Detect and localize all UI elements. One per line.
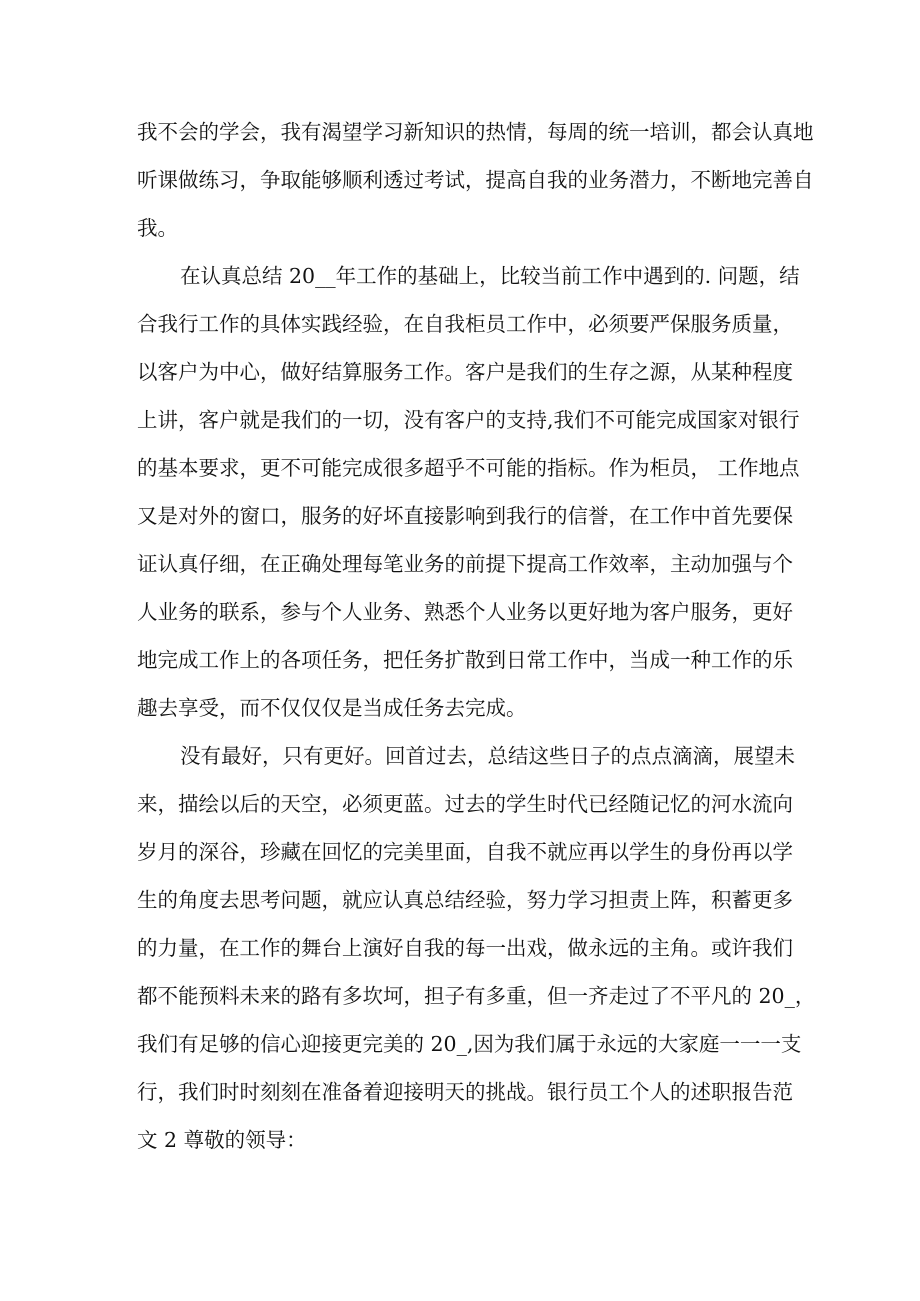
paragraph-3-line-9: 文 2 尊敬的领导： <box>137 1128 307 1152</box>
paragraph-3-line-7: 我们有足够的信心迎接更完美的 20_,因为我们属于永远的大家庭一一一支 <box>137 1032 802 1056</box>
paragraph-1-line-2: 听课做练习，争取能够顺利透过考试，提高自我的业务潜力，不断地完善自 <box>137 168 814 192</box>
paragraph-1-line-1: 我不会的学会，我有渴望学习新知识的热情，每周的统一培训，都会认真地 <box>137 120 814 144</box>
paragraph-2-line-5: 的基本要求，更不可能完成很多超乎不可能的指标。作为柜员， 工作地点 <box>137 456 800 480</box>
paragraph-3-line-2: 来，描绘以后的天空，必须更蓝。过去的学生时代已经随记忆的河水流向 <box>137 792 793 816</box>
paragraph-2-line-3: 以客户为中心，做好结算服务工作。客户是我们的生存之源，从某种程度 <box>137 360 793 384</box>
paragraph-3-line-1: 没有最好，只有更好。回首过去，总结这些日子的点点滴滴，展望未 <box>180 744 795 768</box>
paragraph-2-line-10: 趣去享受，而不仅仅仅是当成任务去完成。 <box>137 696 527 720</box>
paragraph-3-line-8: 行，我们时时刻刻在准备着迎接明天的挑战。银行员工个人的述职报告范 <box>137 1080 793 1104</box>
paragraph-2-line-6: 又是对外的窗口，服务的好坏直接影响到我行的信誉，在工作中首先要保 <box>137 504 793 528</box>
paragraph-2-line-1: 在认真总结 20__年工作的基础上，比较当前工作中遇到的. 问题，结 <box>180 264 800 288</box>
paragraph-2-line-4: 上讲，客户就是我们的一切，没有客户的支持,我们不可能完成国家对银行 <box>137 408 800 432</box>
paragraph-1-line-3: 我。 <box>137 216 178 240</box>
paragraph-2-line-2: 合我行工作的具体实践经验，在自我柜员工作中，必须要严保服务质量， <box>137 312 793 336</box>
paragraph-2-line-7: 证认真仔细，在正确处理每笔业务的前提下提高工作效率，主动加强与个 <box>137 552 793 576</box>
paragraph-3-line-6: 都不能预料未来的路有多坎坷，担子有多重，但一齐走过了不平凡的 20_， <box>137 984 816 1008</box>
document-body <box>137 108 816 1164</box>
paragraph-3-line-5: 的力量，在工作的舞台上演好自我的每一出戏，做永远的主角。或许我们 <box>137 936 793 960</box>
paragraph-3-line-4: 生的角度去思考问题，就应认真总结经验，努力学习担责上阵，积蓄更多 <box>137 888 793 912</box>
paragraph-2-line-8: 人业务的联系，参与个人业务、熟悉个人业务以更好地为客户服务，更好 <box>137 600 793 624</box>
paragraph-3-line-3: 岁月的深谷，珍藏在回忆的完美里面，自我不就应再以学生的身份再以学 <box>137 840 793 864</box>
paragraph-2-line-9: 地完成工作上的各项任务，把任务扩散到日常工作中，当成一种工作的乐 <box>137 648 793 672</box>
